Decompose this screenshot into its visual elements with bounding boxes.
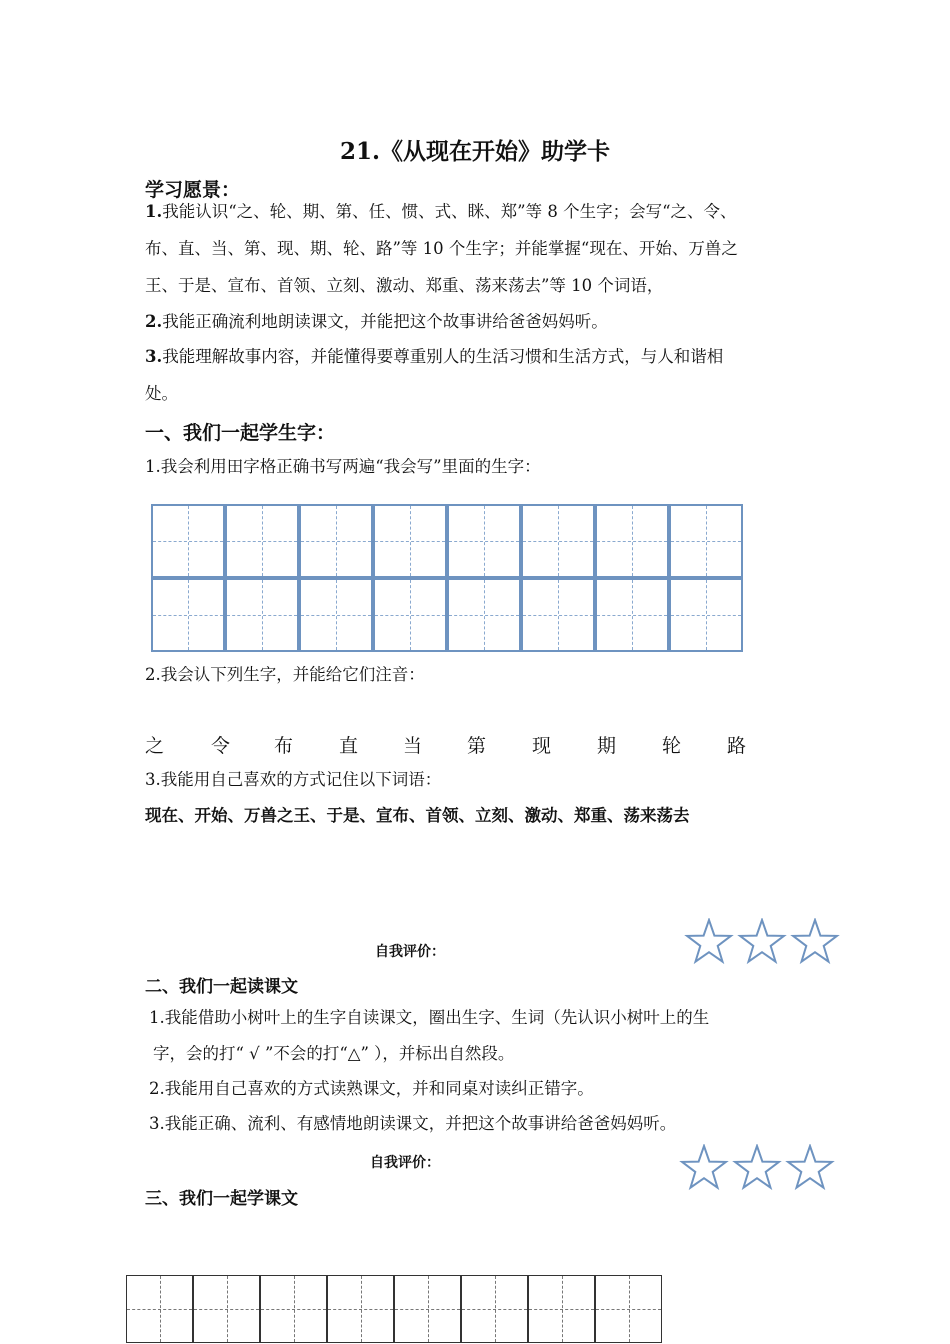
vision-item-2 [145, 304, 608, 340]
tianzige-cell[interactable] [521, 578, 595, 652]
section-2-item-1-line-1: 1.我能借助小树叶上的生字自读课文，圈出生字、生词（先认识小树叶上的生 [149, 1008, 710, 1027]
section-1-heading: 一、我们一起学生字： [145, 422, 336, 444]
self-evaluation-label: 自我评价： [370, 1155, 440, 1171]
character: 布 [274, 735, 294, 757]
tianzige-cell[interactable] [528, 1275, 595, 1343]
tianzige-cell[interactable] [225, 578, 299, 652]
star-icon[interactable] [740, 920, 784, 962]
tianzige-cell[interactable] [595, 1275, 662, 1343]
section-1-task-3: 3.我能用自己喜欢的方式记住以下词语： [145, 770, 442, 789]
tianzige-cell[interactable] [299, 578, 373, 652]
character: 期 [597, 735, 617, 757]
star-icon[interactable] [687, 920, 731, 962]
tianzige-cell[interactable] [394, 1275, 461, 1343]
tianzige-row-1 [151, 504, 743, 578]
section-2-item-3: 3.我能正确、流利、有感情地朗读课文，并把这个故事讲给爸爸妈妈听。 [149, 1114, 677, 1133]
tianzige-cell[interactable] [595, 504, 669, 578]
tianzige-cell[interactable] [260, 1275, 327, 1343]
character: 现 [532, 735, 552, 757]
star-icon[interactable] [793, 920, 837, 962]
vision-item-2-number: 2. [145, 312, 163, 331]
vision-item-3-line-1 [145, 339, 723, 375]
tianzige-cell[interactable] [595, 578, 669, 652]
tianzige-cell[interactable] [126, 1275, 193, 1343]
vision-item-1-text: 我能认识“之、轮、期、第、任、惯、式、眯、郑”等 8 个生字；会写“之、令、 [162, 202, 737, 221]
vision-heading: 学习愿景： [145, 179, 241, 201]
character: 之 [145, 735, 165, 757]
tianzige-cell[interactable] [373, 504, 447, 578]
character: 令 [211, 735, 231, 757]
self-evaluation-label: 自我评价： [375, 944, 445, 960]
tianzige-row-2 [151, 578, 743, 652]
character: 轮 [662, 735, 682, 757]
section-2-item-1-line-2: 字，会的打“ √ ”不会的打“△” ），并标出自然段。 [153, 1044, 515, 1063]
character: 当 [403, 735, 423, 757]
star-rating-2 [679, 1144, 837, 1194]
tianzige-cell[interactable] [193, 1275, 260, 1343]
tianzige-cell[interactable] [669, 504, 743, 578]
page-title: 21.《从现在开始》助学卡 [339, 138, 610, 165]
star-rating-1 [684, 918, 842, 968]
tianzige-cell[interactable] [461, 1275, 528, 1343]
vision-item-1-line-2: 布、直、当、第、现、期、轮、路”等 10 个生字；并能掌握“现在、开始、万兽之 [145, 239, 738, 258]
tianzige-cell[interactable] [151, 504, 225, 578]
tianzige-cell[interactable] [373, 578, 447, 652]
tianzige-cell[interactable] [327, 1275, 394, 1343]
tianzige-cell[interactable] [669, 578, 743, 652]
vision-item-1-line-1 [145, 194, 737, 230]
tianzige-cell[interactable] [151, 578, 225, 652]
tianzige-cell[interactable] [225, 504, 299, 578]
tianzige-row-bottom [126, 1275, 662, 1343]
vision-item-3-number: 3. [145, 347, 163, 366]
tianzige-cell[interactable] [447, 504, 521, 578]
section-2-item-2: 2.我能用自己喜欢的方式读熟课文，并和同桌对读纠正错字。 [149, 1079, 594, 1098]
vision-item-1-line-3: 王、于是、宣布、首领、立刻、激动、郑重、荡来荡去”等 10 个词语， [145, 276, 664, 295]
tianzige-cell[interactable] [521, 504, 595, 578]
section-1-task-2: 2.我会认下列生字，并能给它们注音： [145, 665, 425, 684]
star-icon[interactable] [735, 1146, 779, 1188]
vision-item-3-text: 我能理解故事内容，并能懂得要尊重别人的生活习惯和生活方式，与人和谐相 [162, 347, 724, 366]
vision-item-3-line-2: 处。 [145, 384, 178, 403]
character: 第 [467, 735, 487, 757]
vision-item-2-text: 我能正确流利地朗读课文，并能把这个故事讲给爸爸妈妈听。 [162, 312, 608, 331]
tianzige-cell[interactable] [447, 578, 521, 652]
star-icon[interactable] [788, 1146, 832, 1188]
tianzige-cell[interactable] [299, 504, 373, 578]
section-3-heading: 三、我们一起学课文 [145, 1189, 298, 1209]
vision-item-1-number: 1. [145, 202, 163, 221]
character: 直 [339, 735, 359, 757]
star-icon[interactable] [682, 1146, 726, 1188]
character: 路 [727, 735, 747, 757]
section-1-task-1: 1.我会利用田字格正确书写两遍“我会写”里面的生字： [145, 457, 541, 476]
section-2-heading: 二、我们一起读课文 [145, 977, 298, 997]
vocabulary-words: 现在、开始、万兽之王、于是、宣布、首领、立刻、激动、郑重、荡来荡去 [145, 806, 690, 825]
